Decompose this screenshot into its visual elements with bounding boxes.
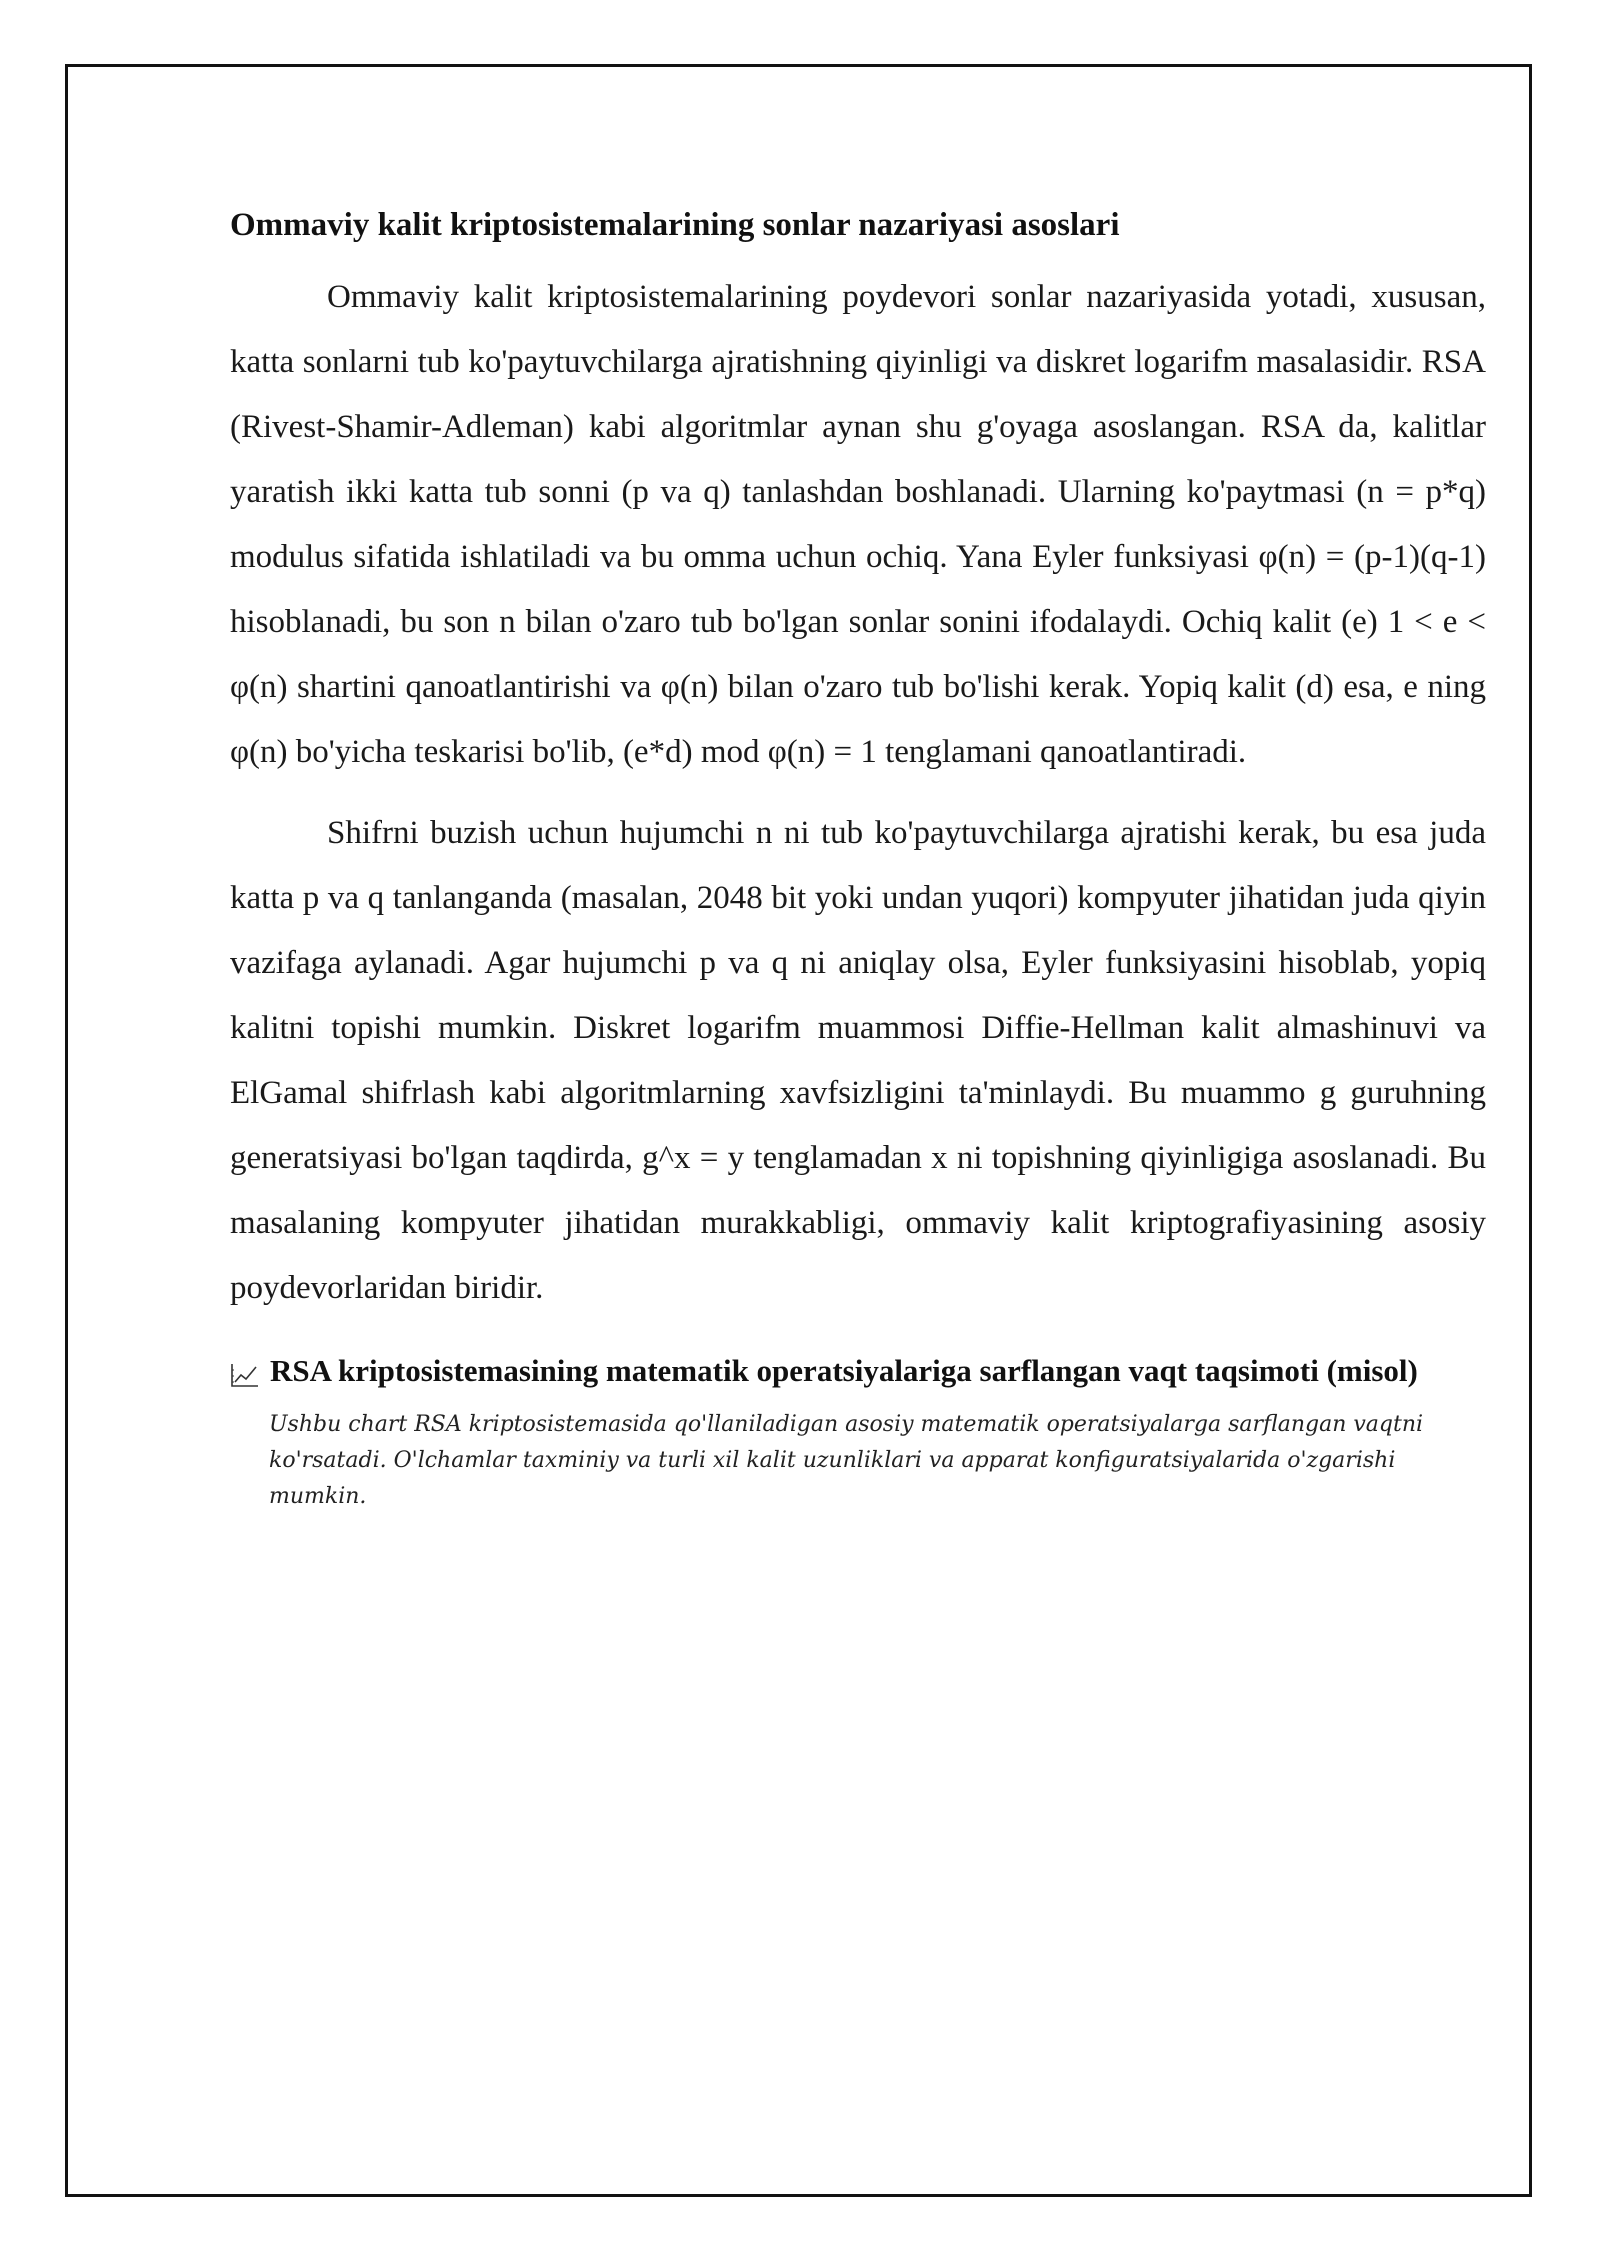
document-body: [230, 203, 1486, 1515]
chart-title: RSA kriptosistemasining matematik operatsiyalariga sarflangan vaqt taqsimoti (misol): [270, 1353, 1418, 1388]
chart-title-row: [230, 1351, 1486, 1391]
paragraph-1: Ommaviy kalit kriptosistemalarining poydevori sonlar nazariyasida yotadi, xususan, katta sonlarni tub ko'paytuvchilarga ajratishning qiyinligi va diskret logarifm masalasidir. RSA (Rivest-Shamir-Adleman) kabi algoritmlar aynan shu g'oyaga asoslangan. RSA da, kalitlar yaratish ikki katta tub sonni (p va q) tanlashdan boshlanadi. Ularning ko'paytmasi (n = p*q) modulus sifatida ishlatiladi va bu omma uchun ochiq. Yana Eyler funksiyasi φ(n) = (p-1)(q-1) hisoblanadi, bu son n bilan o'zaro tub bo'lgan sonlar sonini ifodalaydi. Ochiq kalit (e) 1 < e < φ(n) shartini qanoatlantirishi va φ(n) bilan o'zaro tub bo'lishi kerak. Yopiq kalit (d) esa, e ning φ(n) bo'yicha teskarisi bo'lib, (e*d) mod φ(n) = 1 tenglamani qanoatlantiradi.: [230, 279, 1486, 770]
paragraph-2: Shifrni buzish uchun hujumchi n ni tub ko'paytuvchilarga ajratishi kerak, bu esa juda katta p va q tanlanganda (masalan, 2048 bit yoki undan yuqori) kompyuter jihatidan juda qiyin vazifaga aylanadi. Agar hujumchi p va q ni aniqlay olsa, Eyler funksiyasini hisoblab, yopiq kalitni topishi mumkin. Diskret logarifm muammosi Diffie-Hellman kalit almashinuvi va ElGamal shifrlash kabi algoritmlarning xavfsizligini ta'minlaydi. Bu muammo g guruhning generatsiyasi bo'lgan taqdirda, g^x = y tenglamadan x ni topishning qiyinligiga asoslanadi. Bu masalaning kompyuter jihatidan murakkabligi, ommaviy kalit kriptografiyasining asosiy poydevorlaridan biridir.: [230, 815, 1486, 1306]
chart-caption: Ushbu chart RSA kriptosistemasida qo'llaniladigan asosiy matematik operatsiyalarga sarflangan vaqtni ko'rsatadi. O'lchamlar taxminiy va turli xil kalit uzunliklari va apparat konfiguratsiyalarida o'zgarishi mumkin.: [269, 1412, 1424, 1509]
chart-increasing-icon: [230, 1358, 260, 1384]
chart-section: [230, 1351, 1486, 1515]
section-title: Ommaviy kalit kriptosistemalarining sonlar nazariyasi asoslari: [230, 207, 1120, 243]
